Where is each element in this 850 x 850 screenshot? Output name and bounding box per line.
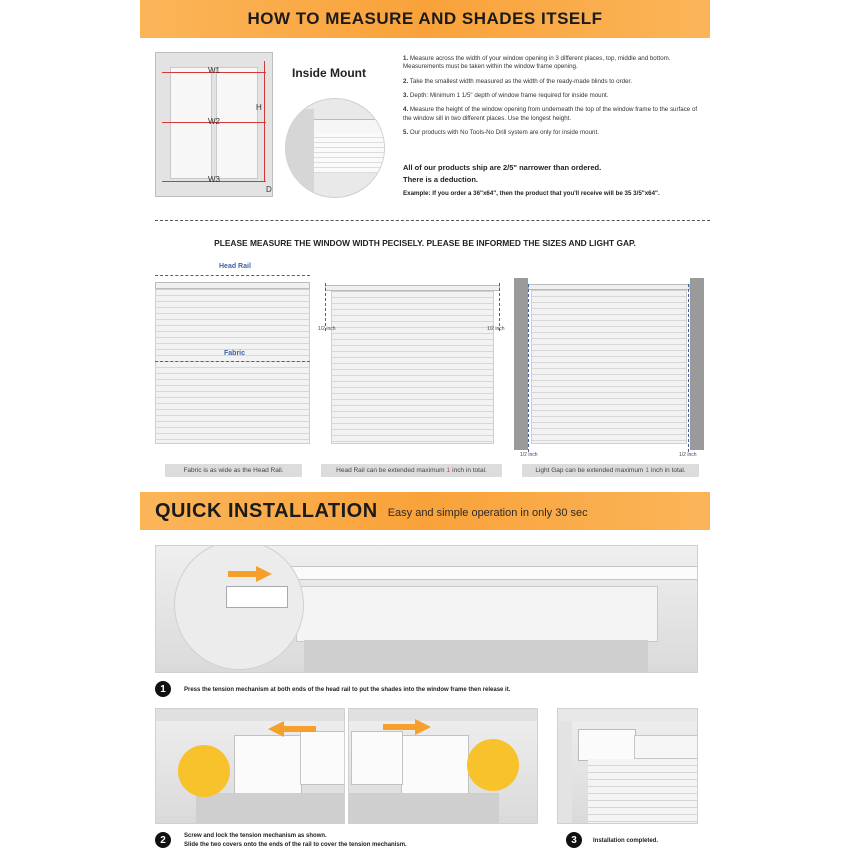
page-title: HOW TO MEASURE AND SHADES ITSELF <box>247 9 603 28</box>
shade-fabric <box>331 291 494 444</box>
arrow-left-icon <box>268 721 316 737</box>
w2-label: W2 <box>208 117 220 126</box>
gap-dimension <box>528 284 529 452</box>
inside-mount-title: Inside Mount <box>292 66 366 80</box>
step3-number: 3 <box>566 832 582 848</box>
instruction-item: 4. Measure the height of the window opening from underneath the top of the window frame to the surface of the window sill in two different places. Use the longest height. <box>403 106 698 122</box>
half-inch-label: 1/2 inch <box>679 452 697 458</box>
arrow-right-icon <box>228 566 272 582</box>
half-inch-label: 1/2 inch <box>487 326 505 332</box>
narrower-note: All of our products ship are 2/5" narrower than ordered. There is a deduction. <box>403 163 602 184</box>
inside-mount-closeup <box>285 98 385 198</box>
step2-photo-left <box>155 708 345 824</box>
half-inch-label: 1/2 inch <box>318 326 336 332</box>
caption-light-gap: Light Gap can be extended maximum 1 inch in total. <box>522 464 699 477</box>
section-divider <box>155 220 710 221</box>
measure-title: PLEASE MEASURE THE WINDOW WIDTH PECISELY. PLEASE BE INFORMED THE SIZES AND LIGHT GAP. <box>214 238 636 248</box>
window-frame-right <box>690 278 704 450</box>
head-rail-label: Head Rail <box>219 263 251 270</box>
half-inch-label: 1/2 inch <box>520 452 538 458</box>
head-rail <box>155 282 310 289</box>
step2-text: Screw and lock the tension mechanism as shown. Slide the two covers onto the ends of the rail to cover the tension mechanism. <box>184 833 407 848</box>
step2-photo-right <box>348 708 538 824</box>
window-diagram <box>155 52 273 197</box>
shade-fabric <box>155 289 310 444</box>
right-pane <box>216 67 258 179</box>
window-frame-left <box>514 278 528 450</box>
caption-fabric: Fabric is as wide as the Head Rail. <box>165 464 302 477</box>
w3-label: W3 <box>208 175 220 184</box>
gap-dimension <box>688 284 689 452</box>
h-label: H <box>256 103 262 112</box>
head-rail-dimension <box>155 275 310 276</box>
gap-dimension <box>325 283 326 331</box>
install-title: QUICK INSTALLATION <box>155 499 378 522</box>
measure-instructions <box>403 55 703 144</box>
d-label: D <box>266 185 272 194</box>
install-banner <box>140 492 710 530</box>
example-note: Example: If you order a 36"x64", then the product that you'll receive will be 35 3/5"x64". <box>403 190 660 197</box>
step1-photo <box>155 545 698 673</box>
left-pane <box>170 67 212 179</box>
shade-fabric <box>531 290 687 444</box>
step1-text: Press the tension mechanism at both ends of the head rail to put the shades into the window frame then release it. <box>184 687 511 693</box>
instruction-item: 3. Depth: Minimum 1 1/5" depth of window frame required for inside mount. <box>403 92 609 100</box>
caption-head-rail: Head Rail can be extended maximum 1 inch in total. <box>321 464 502 477</box>
w1-label: W1 <box>208 66 220 75</box>
measure-banner <box>140 0 710 38</box>
install-subtitle: Easy and simple operation in only 30 sec <box>387 507 588 519</box>
step2-number: 2 <box>155 832 171 848</box>
step3-photo <box>557 708 698 824</box>
step1-number: 1 <box>155 681 171 697</box>
instruction-item: 5. Our products with No Tools-No Drill system are only for inside mount. <box>403 129 599 137</box>
arrow-right-icon <box>383 719 431 735</box>
fabric-dimension <box>155 361 310 362</box>
h-line <box>264 61 265 181</box>
instruction-item: 1. Measure across the width of your window opening in 3 different places, top, middle and bottom. Measurements must be taken within the window frame opening. <box>403 55 671 71</box>
fabric-label: Fabric <box>224 350 246 357</box>
step3-text: Installation completed. <box>593 838 659 844</box>
instruction-item: 2. Take the smallest width measured as the width of the ready-made blinds to order. <box>403 77 632 85</box>
gap-dimension <box>499 283 500 331</box>
